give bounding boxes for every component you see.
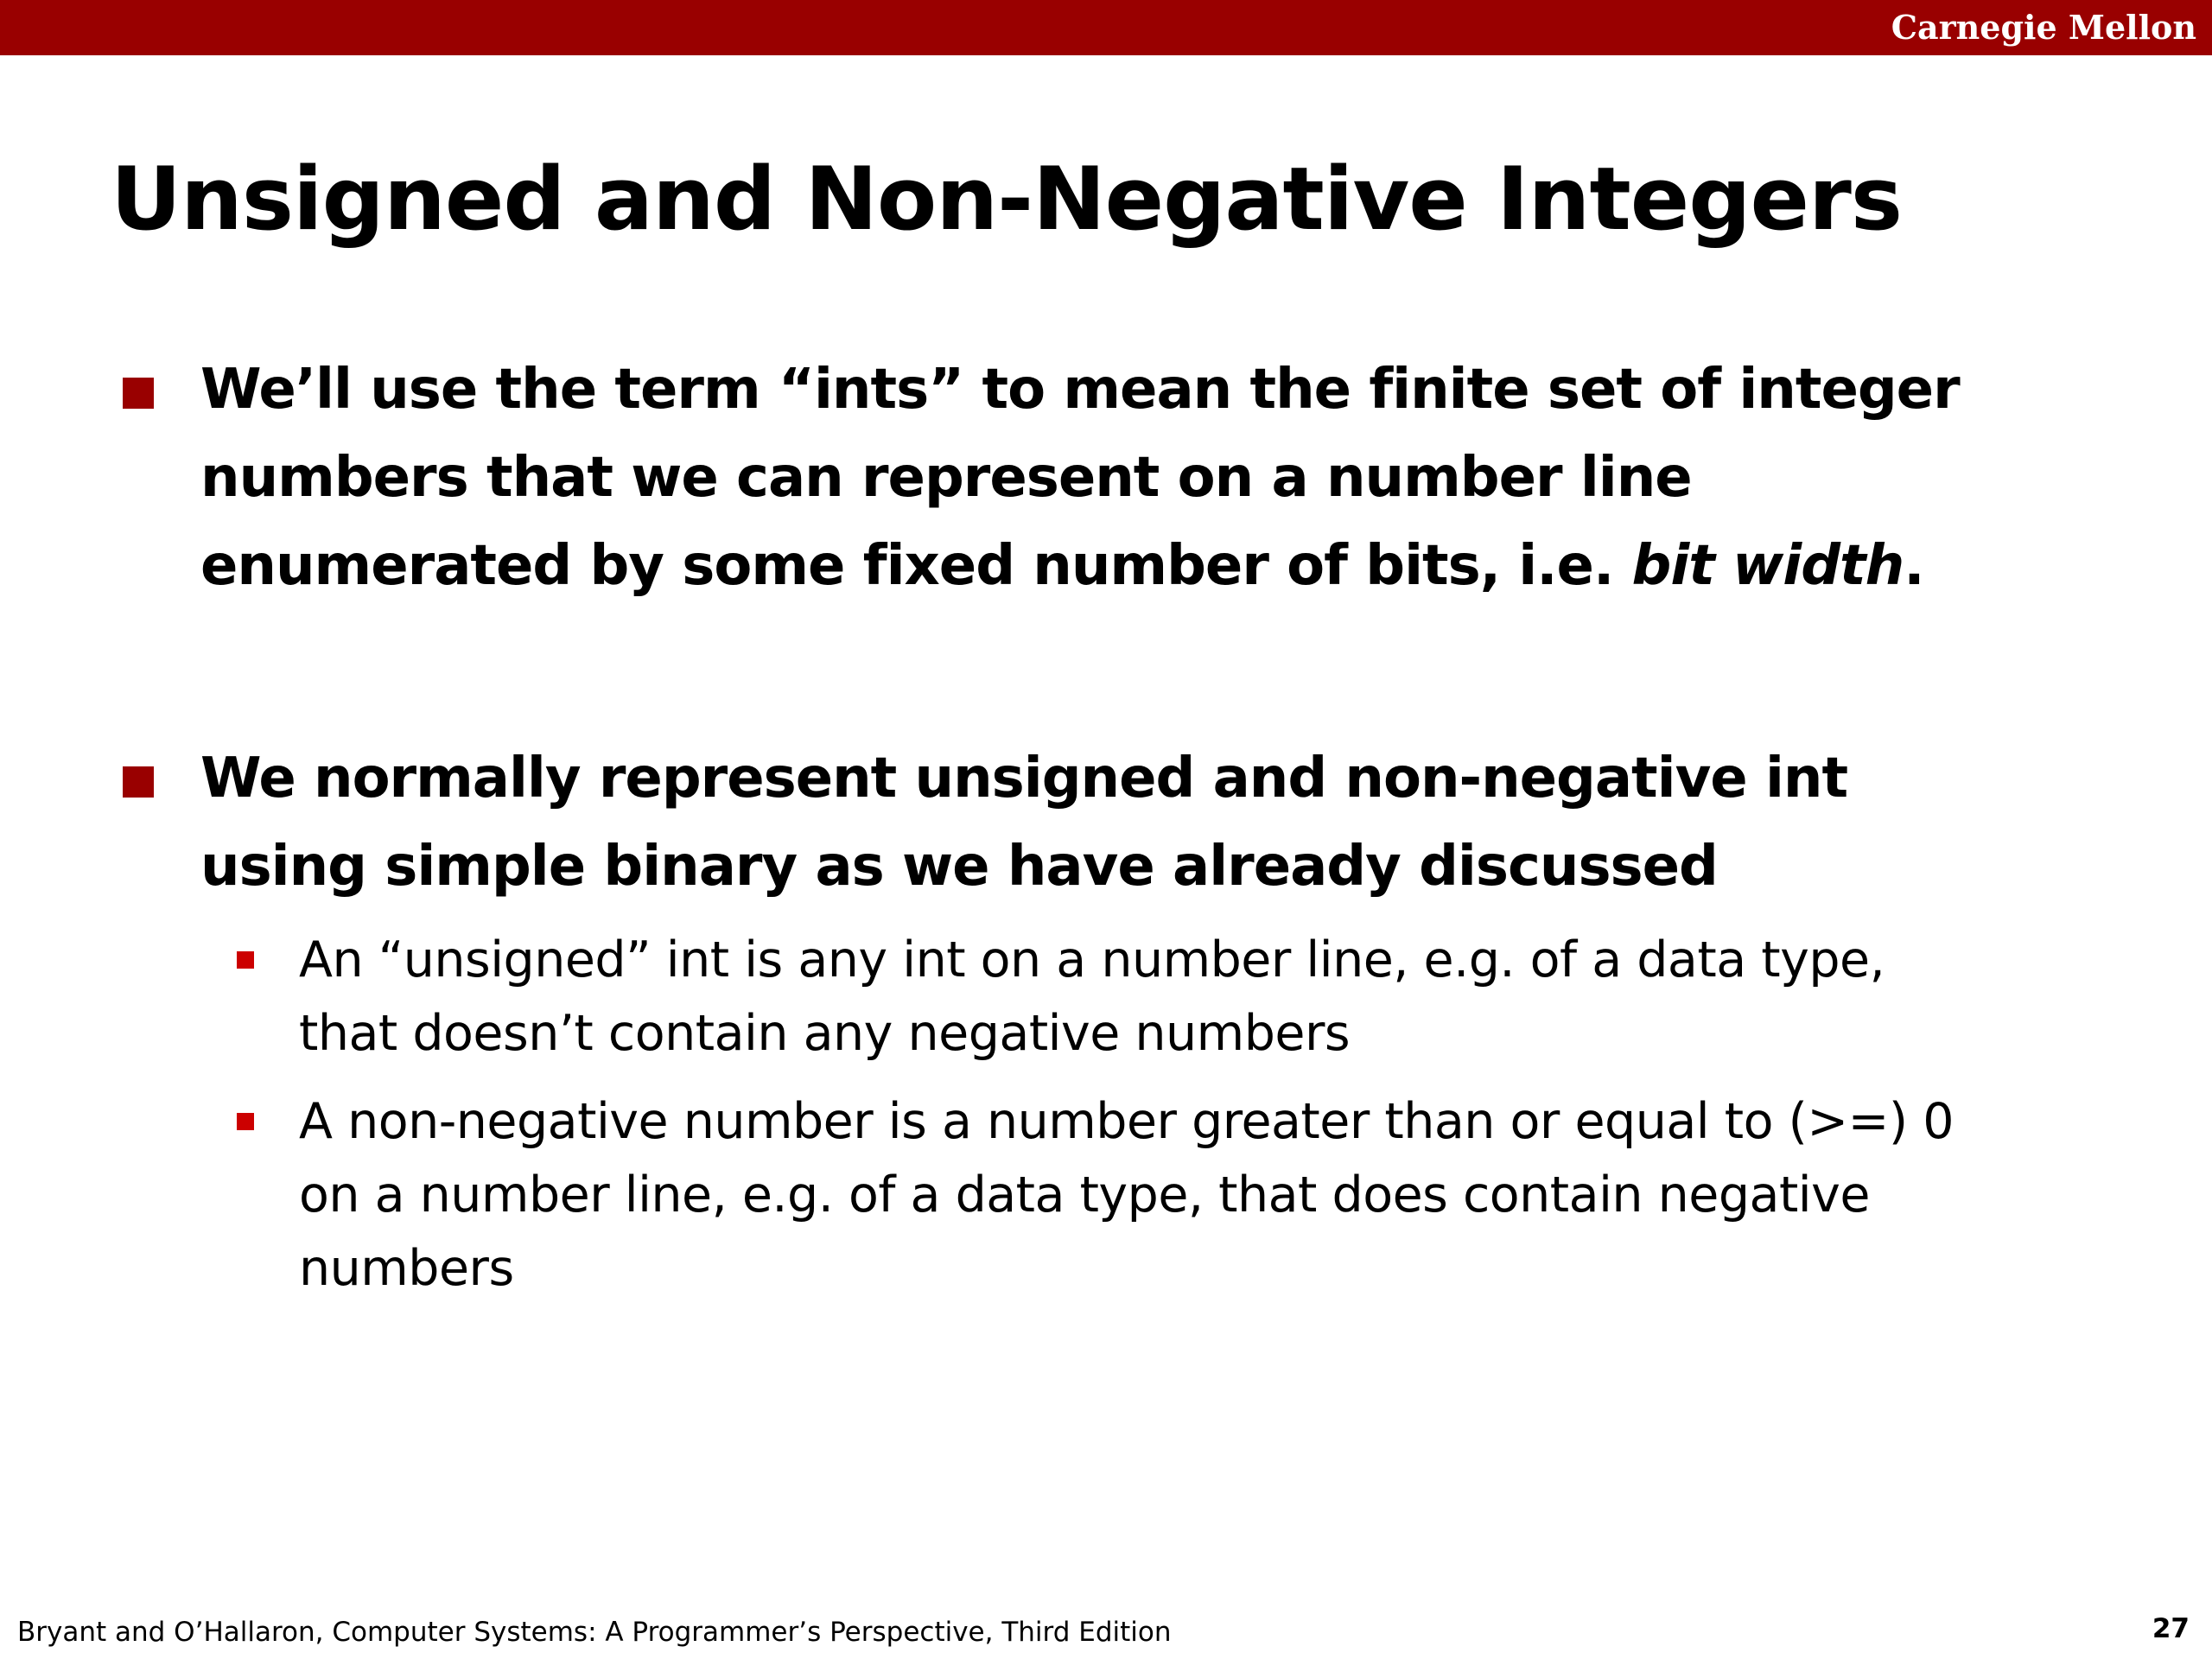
bullet-1-line-2: numbers that we can represent on a number line [200, 446, 1692, 510]
square-bullet-icon [123, 378, 154, 409]
bullet-1-line-3 [200, 522, 2050, 610]
footer-citation: Bryant and O’Hallaron, Computer Systems: A Programmer’s Perspective, Third Edition [17, 1617, 1172, 1648]
sub-bullet-2-line-1: A non-negative number is a number greater than or equal to (>=) 0 [299, 1093, 1954, 1150]
bit-width-term: bit width [1631, 534, 1904, 598]
slide-title: Unsigned and Non-Negative Integers [111, 148, 1902, 250]
sub-bullet-1 [299, 924, 2062, 1071]
bullet-1-line-1: We’ll use the term “ints” to mean the finite set of integer [200, 358, 1960, 422]
sub-bullet-2-line-3: numbers [299, 1240, 514, 1297]
square-bullet-icon [123, 766, 154, 798]
bullet-1 [200, 346, 2050, 610]
bullet-1-period: . [1904, 534, 1924, 598]
sub-bullet-2-line-2: on a number line, e.g. of a data type, that does contain negative [299, 1166, 1870, 1224]
bullet-2-line-1: We normally represent unsigned and non-negative int [200, 747, 1848, 810]
sub-bullet-2 [299, 1085, 2062, 1306]
sub-bullet-1-line-1: An “unsigned” int is any int on a number line, e.g. of a data type, [299, 931, 1885, 988]
sub-bullet-1-line-2: that doesn’t contain any negative numbers [299, 1005, 1351, 1062]
small-square-bullet-icon [237, 951, 254, 969]
bullet-2-line-2: using simple binary as we have already discussed [200, 835, 1718, 899]
brand-name: Carnegie Mellon [1891, 8, 2196, 47]
small-square-bullet-icon [237, 1113, 254, 1130]
header-bar [0, 0, 2212, 55]
bullet-1-line-3-text: enumerated by some fixed number of bits, i.e. [200, 534, 1632, 598]
page-number: 27 [2152, 1613, 2190, 1644]
bullet-2 [200, 734, 2050, 911]
